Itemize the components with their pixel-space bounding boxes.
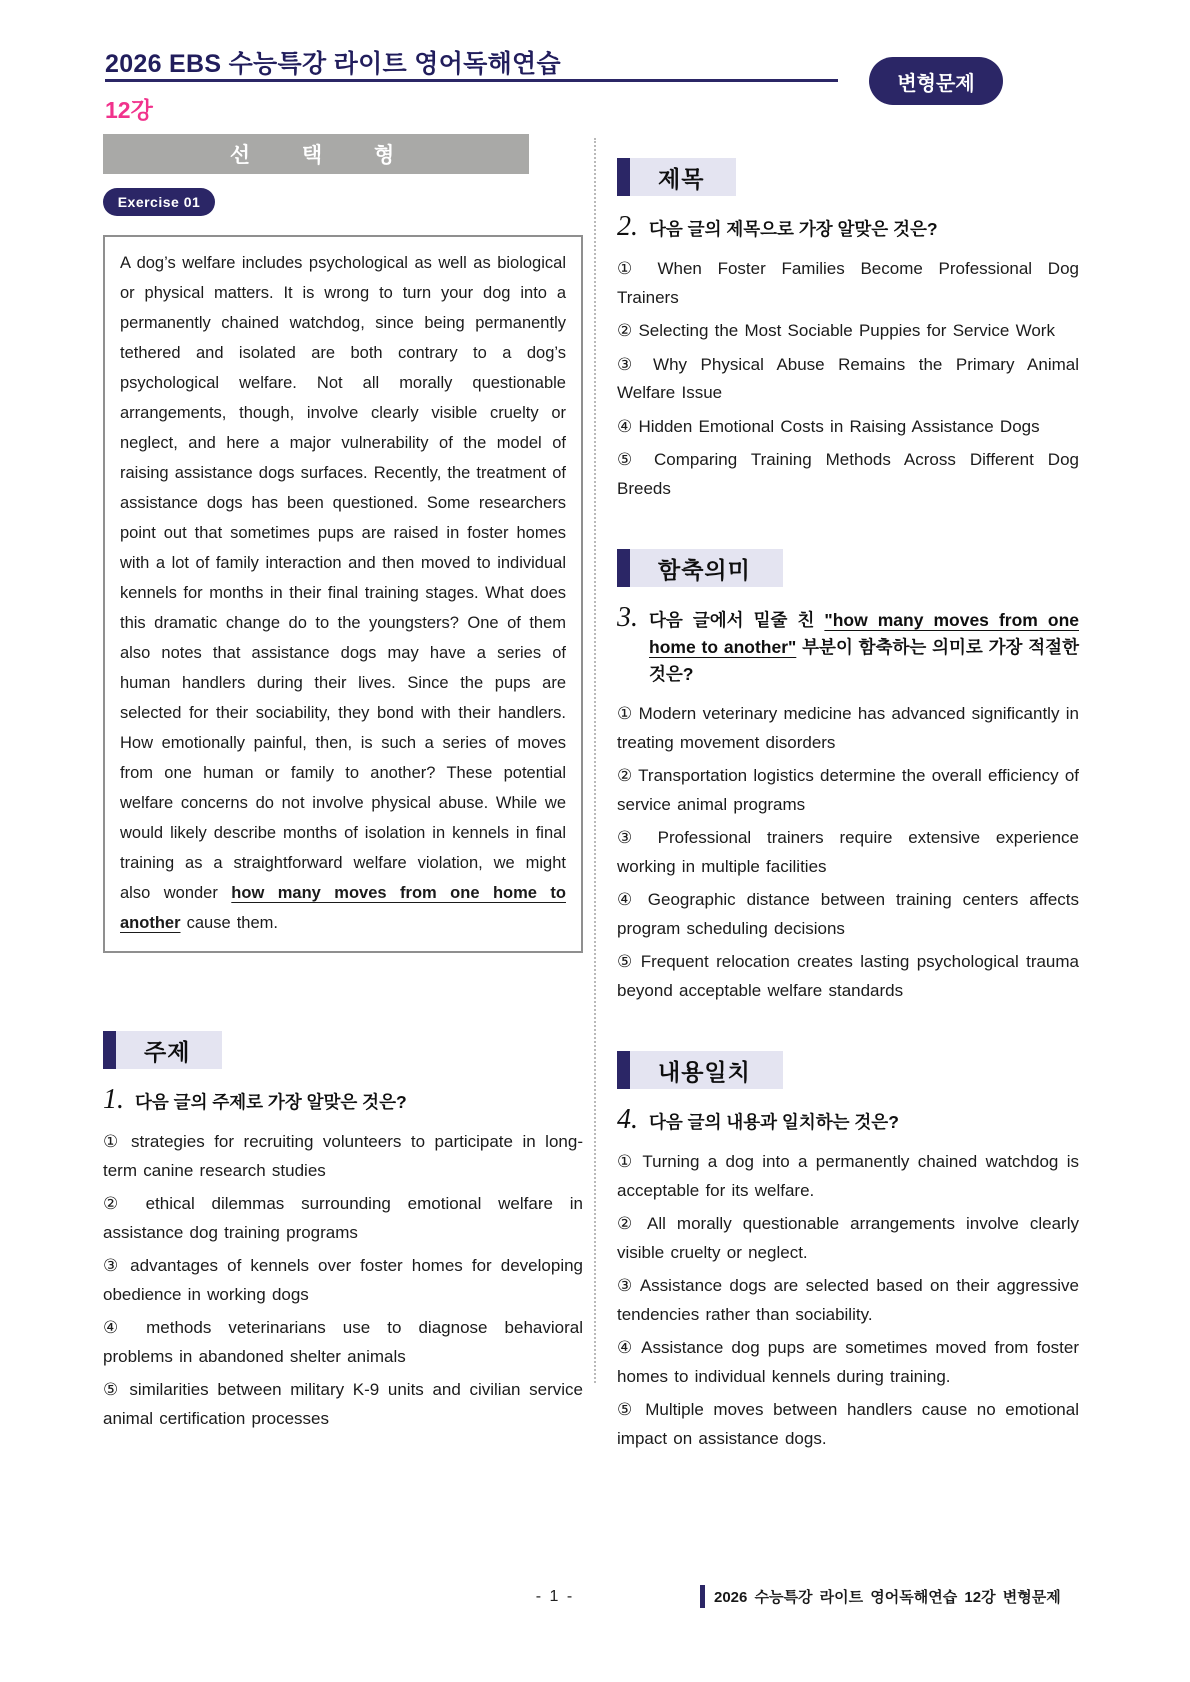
footer-label-group [700, 1585, 1061, 1608]
question-3 [617, 604, 1079, 688]
footer-label: 2026 수능특강 라이트 영어독해연습 12강 변형문제 [714, 1589, 1061, 1606]
question-1-options [103, 1128, 583, 1433]
option: ③ Why Physical Abuse Remains the Primary Animal Welfare Issue [617, 354, 1079, 402]
prompt-pre: 다음 글에서 밑줄 친 [649, 610, 825, 630]
section-header-content-match [617, 1051, 1079, 1089]
option: ③ Professional trainers require extensive experience working in multiple facilities [617, 828, 1079, 876]
question-1 [103, 1086, 583, 1116]
question-3-options [617, 700, 1079, 1005]
option: ② ethical dilemmas surrounding emotional welfare in assistance dog training programs [103, 1194, 583, 1242]
passage-box [103, 235, 583, 953]
selection-type-bar: 선 택 형 [103, 134, 529, 174]
option: ④ Assistance dog pups are sometimes moved from foster homes to individual kennels during training. [617, 1338, 1079, 1386]
question-4-options [617, 1148, 1079, 1453]
page-title: 2026 EBS 수능특강 라이트 영어독해연습 [105, 50, 561, 78]
section-accent-block [617, 158, 630, 196]
underlined-phrase: how many moves from one home to another [120, 884, 566, 932]
option: ② Transportation logistics determine the overall efficiency of service animal programs [617, 766, 1079, 814]
section-accent-block [103, 1031, 116, 1069]
question-2-number: 2. [617, 211, 638, 242]
question-3-number: 3. [617, 602, 638, 633]
section-label: 내용일치 [630, 1051, 783, 1089]
question-4-number: 4. [617, 1104, 638, 1135]
section-accent-block [617, 549, 630, 587]
question-4-prompt: 다음 글의 내용과 일치하는 것은? [649, 1112, 899, 1132]
column-divider [594, 138, 596, 1383]
question-3-prompt [649, 604, 1079, 688]
option: ⑤ Frequent relocation creates lasting psychological trauma beyond acceptable welfare standards [617, 952, 1079, 1000]
option: ③ Assistance dogs are selected based on their aggressive tendencies rather than sociability. [617, 1276, 1079, 1324]
option: ② All morally questionable arrangements involve clearly visible cruelty or neglect. [617, 1214, 1079, 1262]
left-column [103, 134, 583, 1438]
option: ⑤ Comparing Training Methods Across Different Dog Breeds [617, 450, 1079, 498]
option: ⑤ similarities between military K-9 units and civilian service animal certification processes [103, 1380, 583, 1428]
section-header-topic [103, 1031, 583, 1069]
option: ③ advantages of kennels over foster homes for developing obedience in working dogs [103, 1256, 583, 1304]
variant-problem-badge: 변형문제 [869, 57, 1003, 105]
question-1-number: 1. [103, 1084, 124, 1115]
header-rule [105, 79, 838, 82]
passage-text [120, 248, 566, 938]
question-2-options [617, 255, 1079, 503]
section-accent-block [617, 1051, 630, 1089]
exercise-badge: Exercise 01 [103, 188, 215, 216]
option: ① Turning a dog into a permanently chained watchdog is acceptable for its welfare. [617, 1152, 1079, 1200]
prompt-underlined-phrase: "how many moves from one home to another" [649, 610, 1079, 657]
section-header-implied-meaning [617, 549, 1079, 587]
lesson-number: 12강 [105, 97, 153, 123]
prompt-post: 부분이 함축하는 의미로 가장 적절한 것은? [649, 637, 1079, 684]
option: ② Selecting the Most Sociable Puppies for Service Work [617, 321, 1055, 340]
option: ⑤ Multiple moves between handlers cause no emotional impact on assistance dogs. [617, 1400, 1079, 1448]
option: ④ methods veterinarians use to diagnose behavioral problems in abandoned shelter animals [103, 1318, 583, 1366]
section-label: 제목 [630, 158, 736, 196]
question-1-prompt: 다음 글의 주제로 가장 알맞은 것은? [135, 1092, 407, 1112]
footer-accent-bar [700, 1585, 705, 1608]
question-2-prompt: 다음 글의 제목으로 가장 알맞은 것은? [649, 219, 938, 239]
passage-pre: A dog’s welfare includes psychological as well as biological or physical matters. It is wrong to turn your dog into a permanently chained watchdog, since being permanently tethered and isolated are both contrary to a dog’s psychological welfare. Not all morally questionable arrangements, though, involve clearly visible cruelty or neglect, and here a major vulnerability of the model of raising assistance dogs surfaces. Recently, the treatment of assistance dogs has been questioned. Some researchers point out that sometimes pups are raised in foster homes with a lot of family interaction and then moved to individual kennels for months in their final training stages. What does this dramatic change do to the youngsters? One of them also notes that assistance dogs may have a series of human handlers during their lives. Since the pups are selected for their sociability, they bond with their handlers. How emotionally painful, then, is such a series of moves from one human or family to another? These potential welfare concerns do not involve physical abuse. While we would likely describe months of isolation in kennels in final training as a straightforward welfare violation, we might also wonder [120, 254, 566, 902]
option: ① strategies for recruiting volunteers to participate in long-term canine research studies [103, 1132, 583, 1180]
option: ① Modern veterinary medicine has advanced significantly in treating movement disorders [617, 704, 1079, 752]
section-label: 주제 [116, 1031, 222, 1069]
option: ① When Foster Families Become Professional Dog Trainers [617, 259, 1079, 307]
right-column [617, 158, 1079, 1458]
question-2 [617, 213, 1079, 243]
section-label: 함축의미 [630, 549, 783, 587]
option: ④ Geographic distance between training centers affects program scheduling decisions [617, 890, 1079, 938]
page-number: - 1 - [535, 1588, 575, 1605]
section-header-title [617, 158, 1079, 196]
option: ④ Hidden Emotional Costs in Raising Assistance Dogs [617, 416, 1040, 436]
question-4 [617, 1106, 1079, 1136]
passage-post: cause them. [180, 914, 278, 932]
